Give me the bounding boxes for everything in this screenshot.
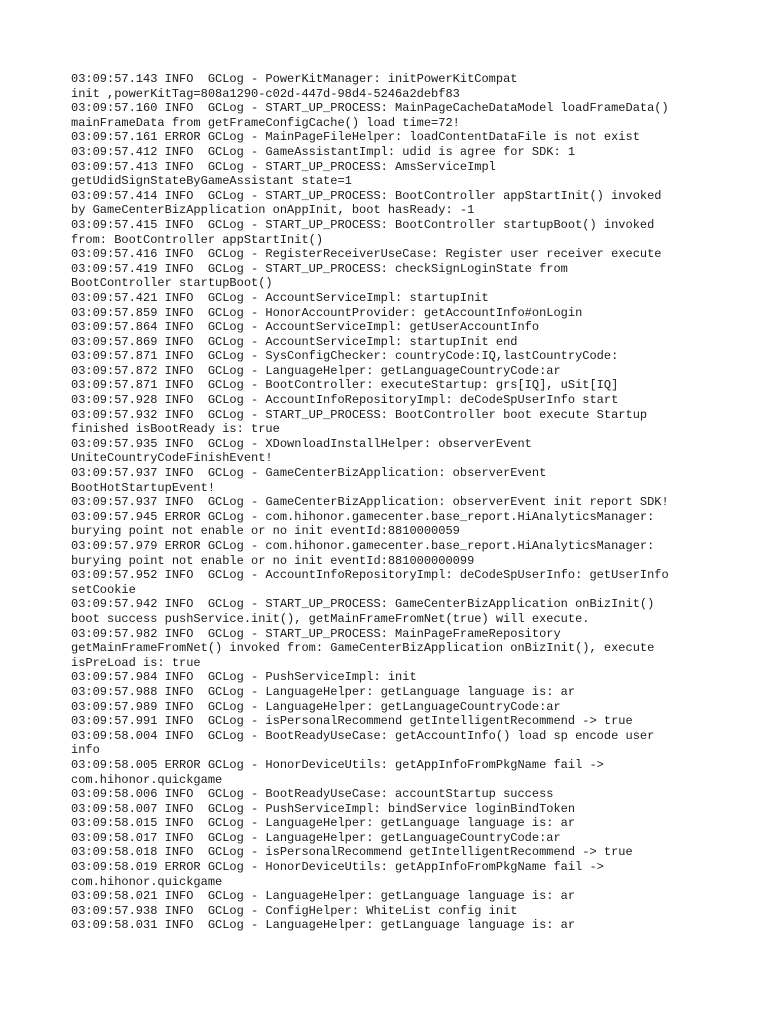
log-line: 03:09:58.005 ERROR GCLog - HonorDeviceUtils: getAppInfoFromPkgName fail ->: [71, 757, 604, 772]
log-line: 03:09:57.932 INFO GCLog - START_UP_PROCESS: BootController boot execute Startup: [71, 407, 648, 422]
log-line: 03:09:57.869 INFO GCLog - AccountServiceImpl: startupInit end: [71, 334, 518, 349]
log-line: 03:09:58.006 INFO GCLog - BootReadyUseCase: accountStartup success: [71, 787, 554, 802]
log-line: 03:09:57.412 INFO GCLog - GameAssistantImpl: udid is agree for SDK: 1: [71, 144, 576, 159]
log-line: 03:09:58.018 INFO GCLog - isPersonalRecommend getIntelligentRecommend -> true: [71, 845, 633, 860]
log-line: 03:09:57.143 INFO GCLog - PowerKitManager: initPowerKitCompat: [71, 72, 518, 86]
log-line: 03:09:57.952 INFO GCLog - AccountInfoRepositoryImpl: deCodeSpUserInfo: getUserInfo: [71, 568, 669, 583]
log-line: from: BootController appStartInit(): [71, 232, 324, 247]
log-line: com.hihonor.quickgame: [71, 874, 223, 889]
log-line: BootHotStartupEvent!: [71, 480, 216, 495]
log-line: isPreLoad is: true: [71, 655, 201, 670]
log-line: 03:09:57.991 INFO GCLog - isPersonalRecommend getIntelligentRecommend -> true: [71, 714, 633, 729]
log-line: boot success pushService.init(), getMainFrameFromNet(true) will execute.: [71, 611, 590, 626]
log-line: mainFrameData from getFrameConfigCache() load time=72!: [71, 115, 460, 130]
log-line: 03:09:58.015 INFO GCLog - LanguageHelper: getLanguage language is: ar: [71, 816, 576, 831]
log-line: 03:09:57.872 INFO GCLog - LanguageHelper: getLanguageCountryCode:ar: [71, 363, 561, 378]
log-line: 03:09:57.937 INFO GCLog - GameCenterBizApplication: observerEvent: [71, 466, 547, 481]
log-line: 03:09:57.160 INFO GCLog - START_UP_PROCESS: MainPageCacheDataModel loadFrameData(): [71, 101, 669, 116]
log-text-block: [71, 72, 711, 933]
log-line: 03:09:57.984 INFO GCLog - PushServiceImpl: init: [71, 670, 417, 685]
log-line: getUdidSignStateByGameAssistant state=1: [71, 174, 352, 189]
log-line: 03:09:57.864 INFO GCLog - AccountServiceImpl: getUserAccountInfo: [71, 320, 540, 335]
log-line: init ,powerKitTag=808a1290-c02d-447d-98d4-5246a2debf83: [71, 86, 460, 101]
log-line: 03:09:57.988 INFO GCLog - LanguageHelper: getLanguage language is: ar: [71, 684, 576, 699]
log-line: 03:09:57.859 INFO GCLog - HonorAccountProvider: getAccountInfo#onLogin: [71, 305, 583, 320]
log-line: 03:09:57.871 INFO GCLog - BootController: executeStartup: grs[IQ], uSit[IQ]: [71, 378, 619, 393]
log-line: by GameCenterBizApplication onAppInit, boot hasReady: -1: [71, 203, 475, 218]
log-line: 03:09:58.031 INFO GCLog - LanguageHelper: getLanguage language is: ar: [71, 918, 576, 933]
log-line: 03:09:57.942 INFO GCLog - START_UP_PROCESS: GameCenterBizApplication onBizInit(): [71, 597, 655, 612]
log-line: 03:09:57.979 ERROR GCLog - com.hihonor.gamecenter.base_report.HiAnalyticsManager:: [71, 539, 655, 553]
log-line: 03:09:58.019 ERROR GCLog - HonorDeviceUtils: getAppInfoFromPkgName fail ->: [71, 860, 604, 875]
log-line: 03:09:58.021 INFO GCLog - LanguageHelper: getLanguage language is: ar: [71, 889, 576, 904]
log-line: 03:09:57.928 INFO GCLog - AccountInfoRepositoryImpl: deCodeSpUserInfo start: [71, 393, 619, 408]
log-line: finished isBootReady is: true: [71, 422, 280, 437]
log-line: 03:09:57.938 INFO GCLog - ConfigHelper: WhiteList config init: [71, 903, 518, 918]
log-line: setCookie: [71, 582, 136, 597]
log-line: burying point not enable or no init eventId:881000000099: [71, 553, 475, 568]
log-line: 03:09:57.414 INFO GCLog - START_UP_PROCESS: BootController appStartInit() invoked: [71, 188, 662, 203]
log-line: 03:09:57.419 INFO GCLog - START_UP_PROCESS: checkSignLoginState from: [71, 261, 568, 276]
log-line: 03:09:57.413 INFO GCLog - START_UP_PROCESS: AmsServiceImpl: [71, 159, 496, 174]
log-line: 03:09:58.004 INFO GCLog - BootReadyUseCase: getAccountInfo() load sp encode user: [71, 728, 655, 743]
log-line: UniteCountryCodeFinishEvent!: [71, 451, 273, 466]
log-line: 03:09:58.007 INFO GCLog - PushServiceImpl: bindService loginBindToken: [71, 801, 576, 816]
log-line: 03:09:57.982 INFO GCLog - START_UP_PROCESS: MainPageFrameRepository: [71, 626, 561, 641]
log-line: com.hihonor.quickgame: [71, 772, 223, 787]
log-line: info: [71, 743, 100, 758]
log-line: 03:09:57.989 INFO GCLog - LanguageHelper: getLanguageCountryCode:ar: [71, 699, 561, 714]
log-line: burying point not enable or no init eventId:8810000059: [71, 524, 460, 539]
log-line: 03:09:58.017 INFO GCLog - LanguageHelper: getLanguageCountryCode:ar: [71, 830, 561, 845]
log-line: BootController startupBoot(): [71, 276, 273, 291]
log-line: 03:09:57.415 INFO GCLog - START_UP_PROCESS: BootController startupBoot() invoked: [71, 217, 655, 232]
log-line: 03:09:57.937 INFO GCLog - GameCenterBizApplication: observerEvent init report SDK!: [71, 495, 669, 510]
log-line: 03:09:57.871 INFO GCLog - SysConfigChecker: countryCode:IQ,lastCountryCode:: [71, 349, 619, 364]
log-line: 03:09:57.935 INFO GCLog - XDownloadInstallHelper: observerEvent: [71, 436, 532, 451]
log-line: getMainFrameFromNet() invoked from: GameCenterBizApplication onBizInit(), execute: [71, 641, 655, 656]
log-line: 03:09:57.416 INFO GCLog - RegisterReceiverUseCase: Register user receiver execute: [71, 247, 662, 262]
log-line: 03:09:57.421 INFO GCLog - AccountServiceImpl: startupInit: [71, 290, 489, 305]
log-line: 03:09:57.945 ERROR GCLog - com.hihonor.gamecenter.base_report.HiAnalyticsManager:: [71, 509, 655, 524]
log-line: 03:09:57.161 ERROR GCLog - MainPageFileHelper: loadContentDataFile is not exist: [71, 130, 640, 145]
